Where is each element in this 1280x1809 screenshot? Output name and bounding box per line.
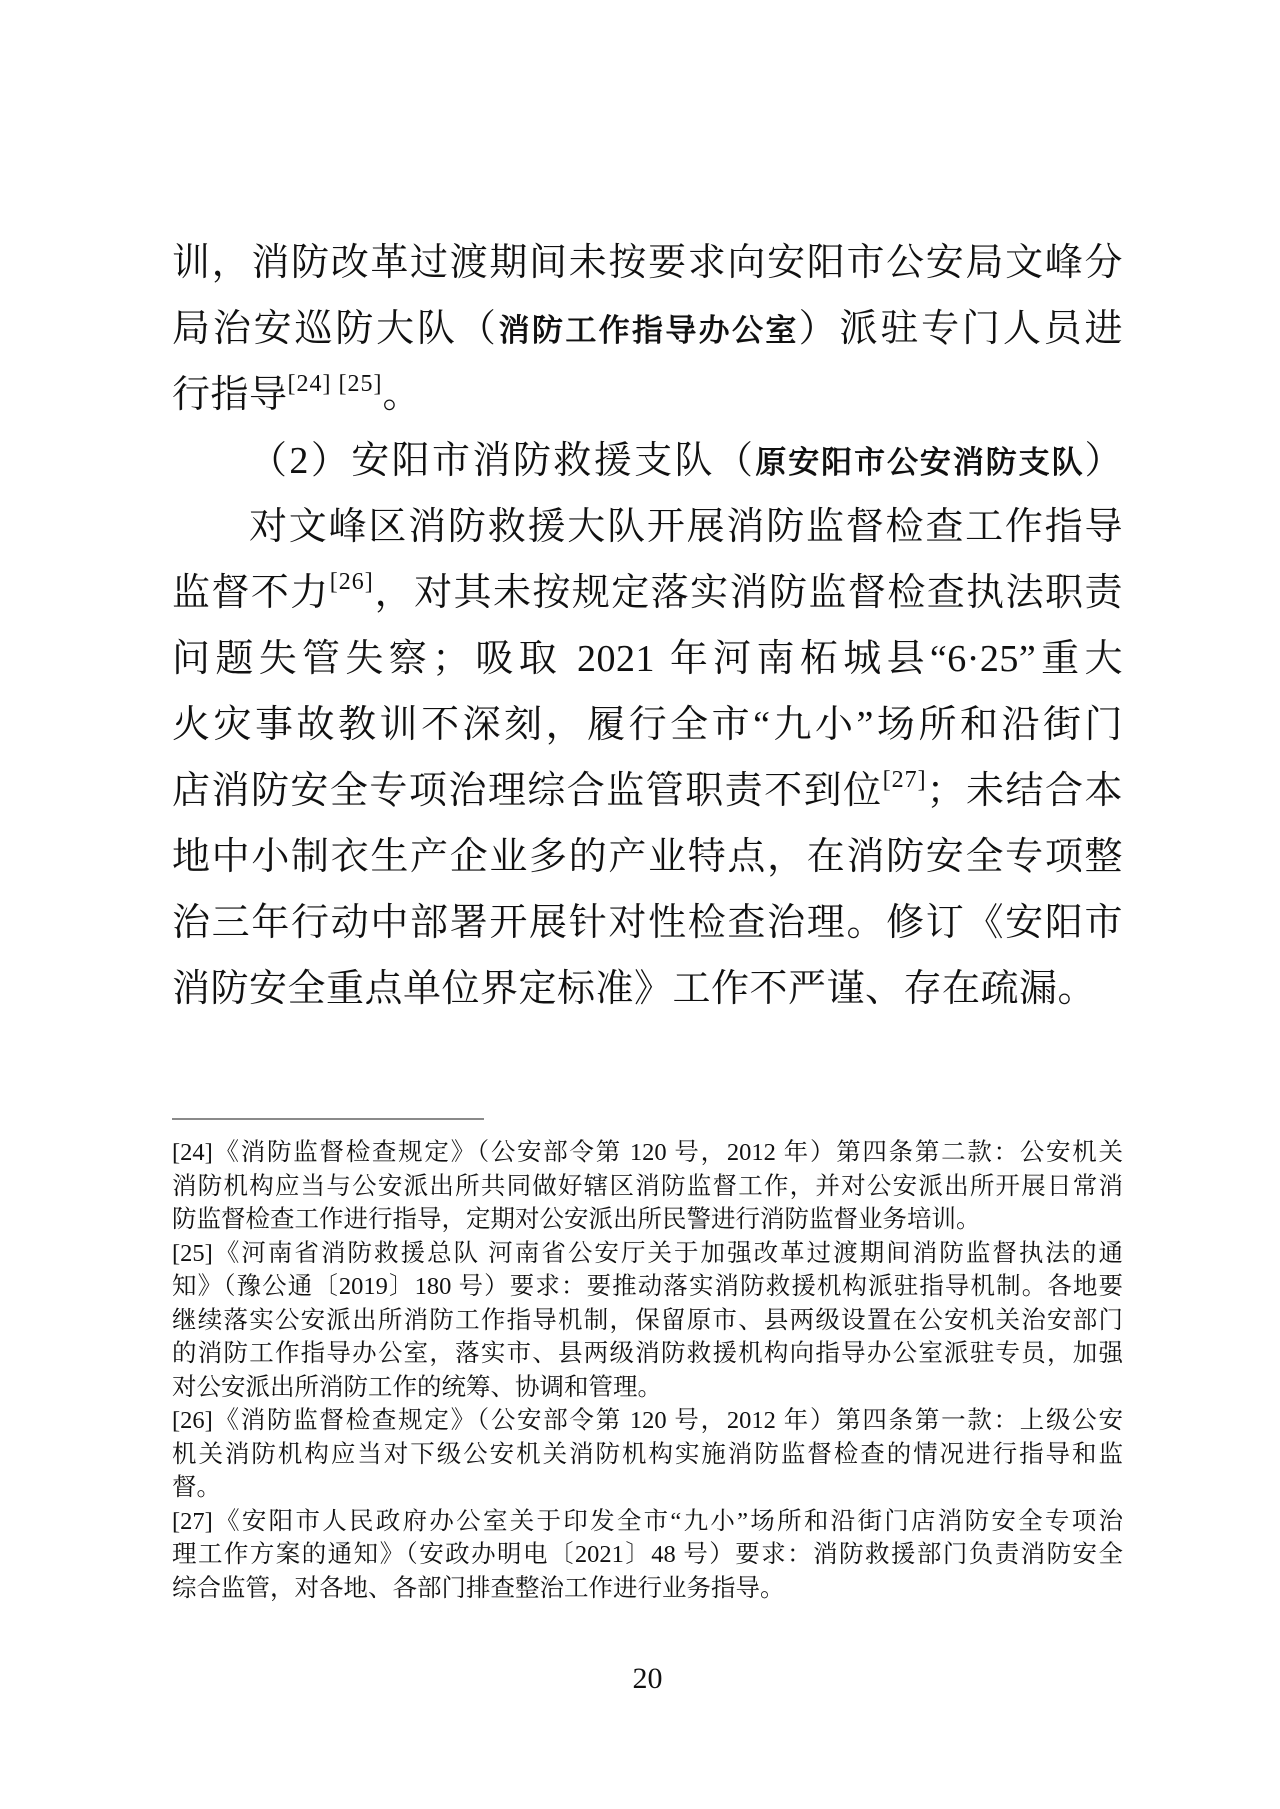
- footnote-line: 督。: [172, 1474, 221, 1501]
- body-text-block: [172, 230, 1123, 1022]
- body-text-segment: ，对其未按规定落实消防监督检查执法职责: [373, 572, 1123, 614]
- body-line-8: [172, 692, 1123, 758]
- body-line-2: [172, 296, 1123, 362]
- footnote-reference-superscript: [27]: [882, 767, 927, 793]
- footnote-25: [172, 1237, 1123, 1405]
- body-text-segment: 问题失管失察；吸取 2021 年河南柘城县“6·25”重大: [172, 638, 1123, 680]
- body-line-3: [172, 362, 1123, 428]
- footnote-line: 综合监管，对各地、各部门排查整治工作进行业务指导。: [172, 1574, 785, 1602]
- footnote-line: 的消防工作指导办公室，落实市、县两级消防救援机构向指导办公室派驻专员，加强: [172, 1340, 1123, 1367]
- body-text-segment: 火灾事故教训不深刻，履行全市“九小”场所和沿街门: [172, 704, 1123, 746]
- body-line-7: [172, 626, 1123, 692]
- body-text-segment: 监督不力: [172, 572, 330, 614]
- footnote-line: [25]《河南省消防救援总队 河南省公安厅关于加强改革过渡期间消防监督执法的通: [172, 1239, 1123, 1267]
- footnote-26: [172, 1404, 1123, 1505]
- footnote-line: 对公安派出所消防工作的统筹、协调和管理。: [172, 1373, 662, 1401]
- body-text-segment: （2）安阳市消防救援支队（: [249, 440, 756, 482]
- footnote-line: [26]《消防监督检查规定》（公安部令第 120 号，2012 年）第四条第一款：上级公安: [172, 1407, 1123, 1434]
- body-line-10: [172, 824, 1123, 890]
- body-text-segment: 地中小制衣生产企业多的产业特点，在消防安全专项整: [172, 836, 1123, 878]
- body-line-9: [172, 758, 1123, 824]
- body-text-segment: ）派驻专门人员进: [798, 308, 1123, 350]
- footnote-line: [24]《消防监督检查规定》（公安部令第 120 号，2012 年）第四条第二款：公安机关: [172, 1139, 1123, 1166]
- body-text-segment: 治三年行动中部署开展针对性检查治理。修订《安阳市: [172, 902, 1123, 944]
- body-line-1: [172, 230, 1123, 296]
- body-line-4: [172, 428, 1123, 494]
- footnote-24: [172, 1136, 1123, 1237]
- page-number: 20: [632, 1662, 663, 1695]
- body-line-6: [172, 560, 1123, 626]
- footnote-27: [172, 1505, 1123, 1606]
- body-text-segment: 。: [382, 374, 421, 416]
- body-text-segment: 店消防安全专项治理综合监管职责不到位: [172, 770, 883, 812]
- body-text-segment: 对文峰区消防救援大队开展消防监督检查工作指导: [249, 506, 1123, 548]
- body-text-segment: 训，消防改革过渡期间未按要求向安阳市公安局文峰分: [172, 242, 1123, 284]
- body-text-segment: 行指导: [172, 374, 288, 416]
- footnotes-block: [172, 1136, 1123, 1605]
- body-text-segment: ；未结合本: [926, 770, 1123, 812]
- body-line-5: [172, 494, 1123, 560]
- body-text-segment: 消防安全重点单位界定标准》工作不严谨、存在疏漏。: [172, 968, 1097, 1010]
- body-line-12: [172, 956, 1123, 1022]
- body-text-segment: ）: [1084, 440, 1123, 482]
- footnote-line: 防监督检查工作进行指导，定期对公安派出所民警进行消防监督业务培训。: [172, 1206, 981, 1233]
- footnote-line: 理工作方案的通知》（安政办明电〔2021〕48 号）要求：消防救援部门负责消防安全: [172, 1541, 1123, 1568]
- inline-parenthetical-text: 原安阳市公安消防支队: [755, 445, 1085, 480]
- inline-parenthetical-text: 消防工作指导办公室: [498, 313, 799, 348]
- footnote-line: 消防机构应当与公安派出所共同做好辖区消防监督工作，并对公安派出所开展日常消: [172, 1172, 1123, 1200]
- footnote-reference-superscript: [26]: [329, 569, 374, 595]
- footnote-line: 机关消防机构应当对下级公安机关消防机构实施消防监督检查的情况进行指导和监: [172, 1440, 1123, 1468]
- footnote-reference-superscript: [24] [25]: [287, 371, 383, 397]
- footnote-line: 知》（豫公通〔2019〕180 号）要求：要推动落实消防救援机构派驻指导机制。各地要: [172, 1273, 1123, 1300]
- footnote-separator-line: [172, 1118, 484, 1120]
- body-line-11: [172, 890, 1123, 956]
- footnote-line: [27]《安阳市人民政府办公室关于印发全市“九小”场所和沿街门店消防安全专项治: [172, 1507, 1123, 1535]
- footnote-line: 继续落实公安派出所消防工作指导机制，保留原市、县两级设置在公安机关治安部门: [172, 1306, 1123, 1334]
- body-text-segment: 局治安巡防大队（: [172, 308, 499, 350]
